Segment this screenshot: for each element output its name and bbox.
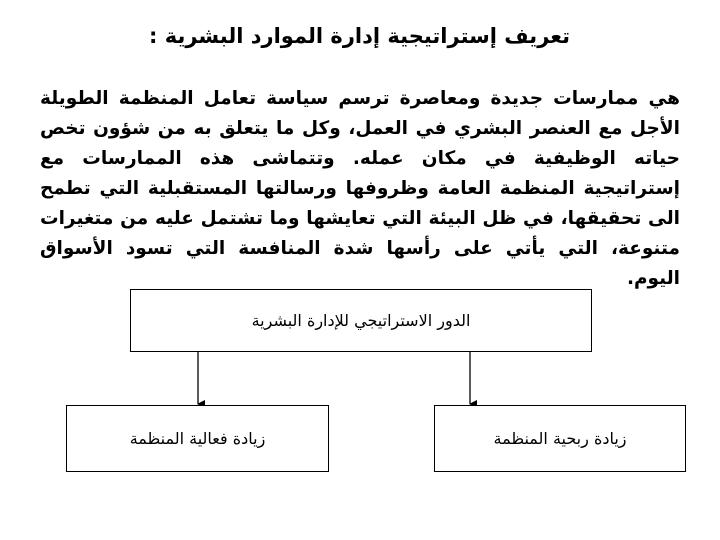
effectiveness-label: زيادة فعالية المنظمة <box>129 429 266 448</box>
strategic-role-label: الدور الاستراتيجي للإدارة البشرية <box>251 311 471 330</box>
profitability-label: زيادة ربحية المنظمة <box>493 429 627 448</box>
effectiveness-box <box>66 405 329 472</box>
definition-paragraph: هي ممارسات جديدة ومعاصرة ترسم سياسة تعامل المنظمة الطويلة الأجل مع العنصر البشري في العمل، وكل ما يتعلق به من شؤون تخص حياته الوظيفية في مكان عمله. وتتماشى هذه الممارسات مع إستراتيجية المنظمة العامة وظروفها ورسالتها المستقبلية التي تطمح الى تحقيقها، في ظل البيئة التي تعايشها وما تشتمل عليه من متغيرات متنوعة، التي يأتي على رأسها شدة المنافسة التي تسود الأسواق اليوم. <box>40 88 680 289</box>
slide-title: تعريف إستراتيجية إدارة الموارد البشرية : <box>149 24 570 48</box>
profitability-box <box>434 405 686 472</box>
strategic-role-box <box>130 289 592 352</box>
